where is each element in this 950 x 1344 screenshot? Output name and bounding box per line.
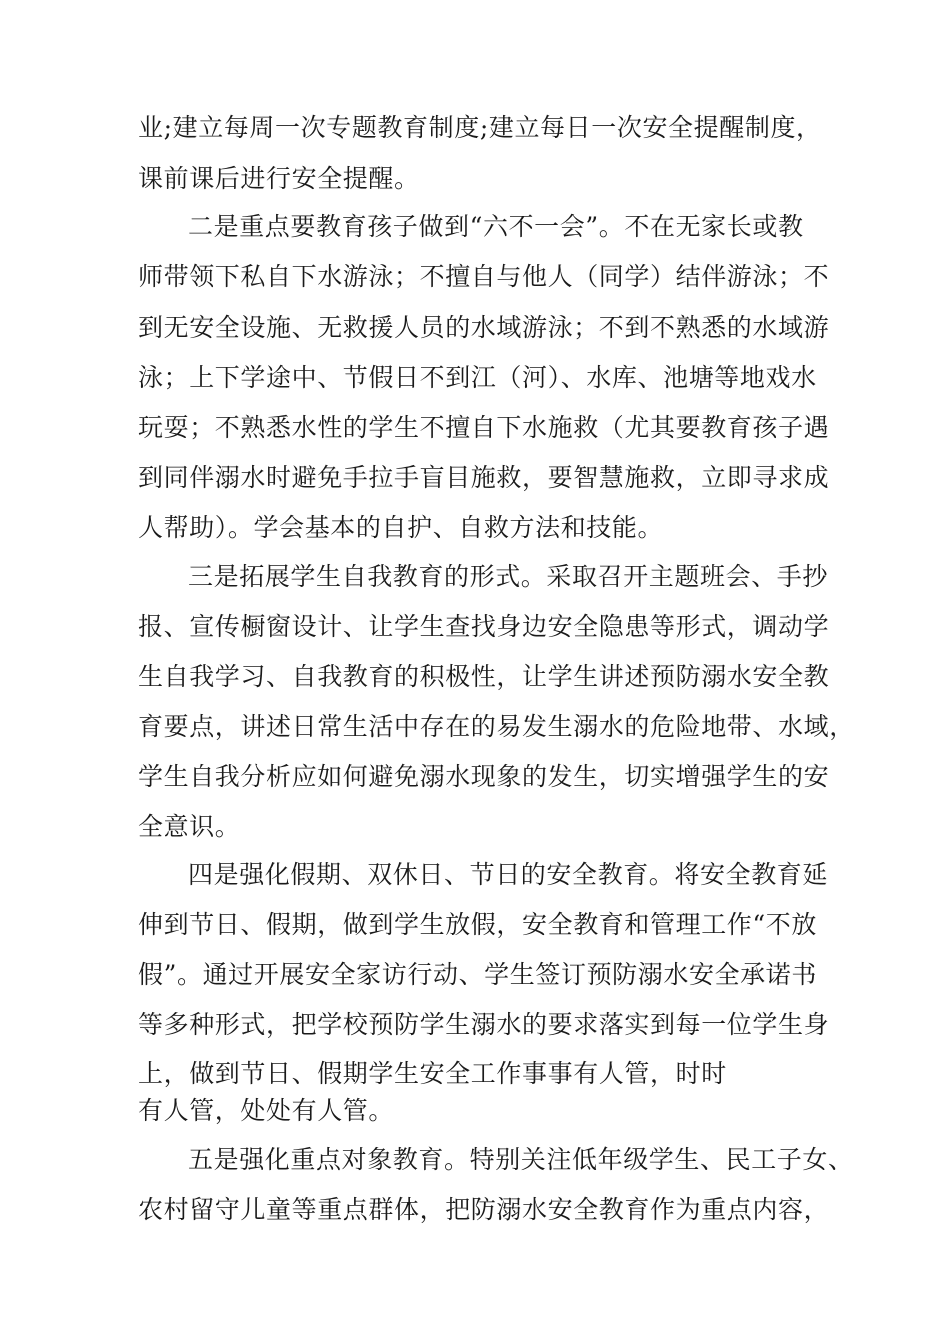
text-line: 报、宣传橱窗设计、让学生查找身边安全隐患等形式，调动学 [138, 612, 830, 641]
paragraph-start-line: 二是重点要教育孩子做到“六不一会”。不在无家长或教 [188, 212, 804, 241]
paragraph-start-line: 四是强化假期、双休日、节日的安全教育。将安全教育延 [188, 860, 829, 889]
paragraph-start-line: 五是强化重点对象教育。特别关注低年级学生、民工子女、 [188, 1145, 854, 1174]
text-line: 农村留守儿童等重点群体，把防溺水安全教育作为重点内容， [138, 1195, 830, 1224]
text-line: 全意识。 [138, 812, 241, 841]
text-line: 人帮助）。学会基本的自护、自救方法和技能。 [138, 513, 664, 542]
text-line: 课前课后进行安全提醒。 [138, 164, 420, 193]
text-line: 学生自我分析应如何避免溺水现象的发生，切实增强学生的安 [138, 762, 830, 791]
text-line: 有人管，处处有人管。 [138, 1096, 395, 1125]
text-line: 业;建立每周一次专题教育制度;建立每日一次安全提醒制度， [138, 113, 822, 142]
text-line: 玩耍；不熟悉水性的学生不擅自下水施救（尤其要教育孩子遇 [138, 413, 830, 442]
text-line: 师带领下私自下水游泳；不擅自与他人（同学）结伴游泳；不 [138, 262, 830, 291]
text-line: 泳；上下学途中、节假日不到江（河）、水库、池塘等地戏水 [138, 363, 817, 392]
text-line: 生自我学习、自我教育的积极性，让学生讲述预防溺水安全教 [138, 662, 830, 691]
text-line: 育要点，讲述日常生活中存在的易发生溺水的危险地带、水域， [138, 712, 855, 741]
text-line: 伸到节日、假期，做到学生放假，安全教育和管理工作“不放 [138, 910, 817, 939]
paragraph-start-line: 三是拓展学生自我教育的形式。采取召开主题班会、手抄 [188, 562, 829, 591]
text-line: 等多种形式，把学校预防学生溺水的要求落实到每一位学生身 [138, 1010, 830, 1039]
text-line: 上，做到节日、假期学生安全工作事事有人管，时时 [138, 1059, 727, 1088]
text-line: 到无安全设施、无救援人员的水域游泳；不到不熟悉的水域游 [138, 313, 830, 342]
text-line: 到同伴溺水时避免手拉手盲目施救，要智慧施救，立即寻求成 [138, 463, 830, 492]
text-line: 假”。通过开展安全家访行动、学生签订预防溺水安全承诺书 [138, 960, 817, 989]
